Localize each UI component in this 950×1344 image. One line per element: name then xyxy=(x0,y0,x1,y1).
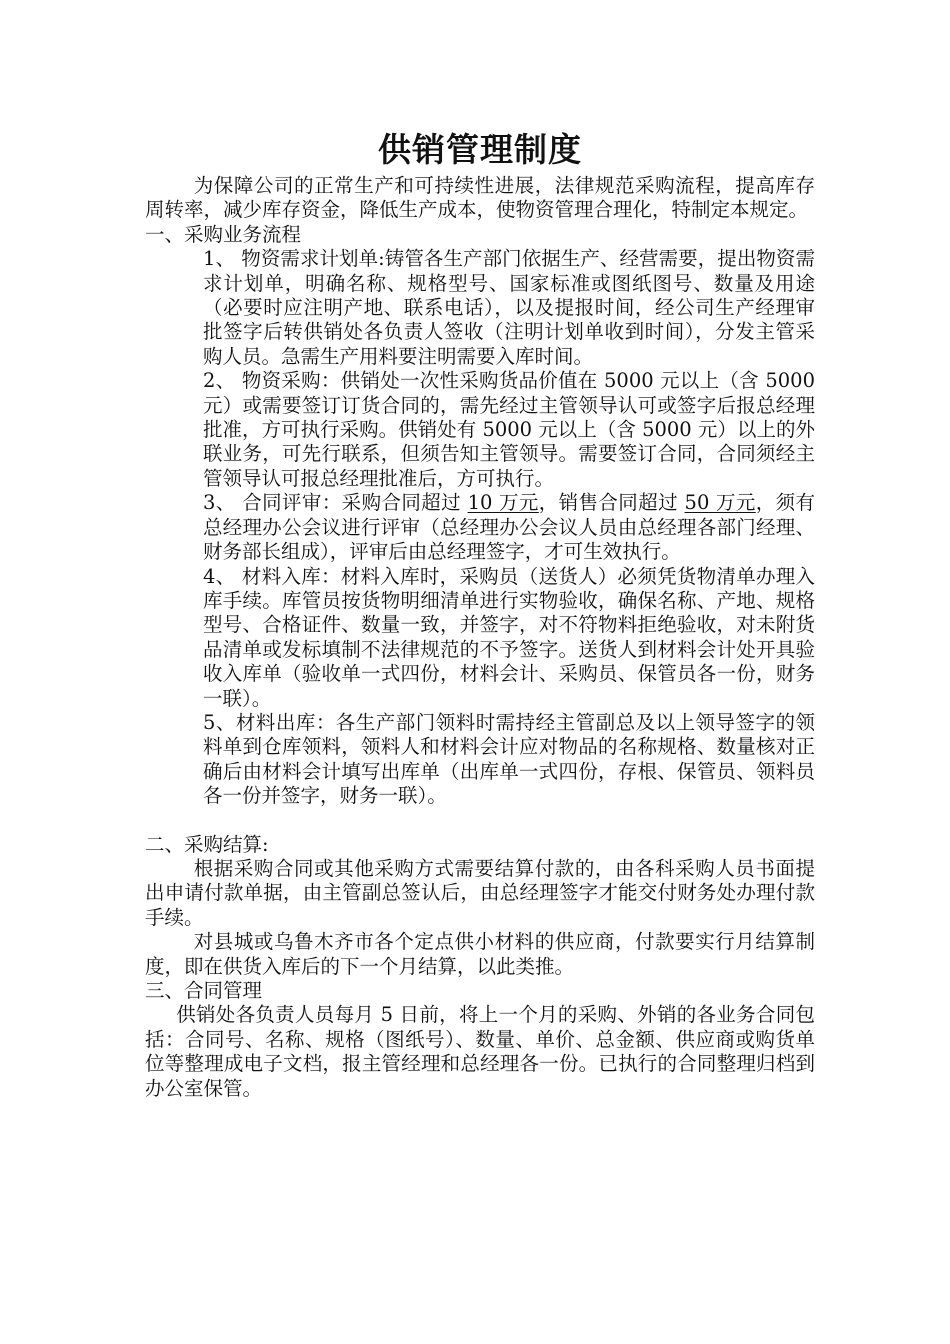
document-title: 供销管理制度 xyxy=(378,130,582,169)
settlement-paragraph-2: 对县城或乌鲁木齐市各个定点供小材料的供应商，付款要实行月结算制度，即在供货入库后的下一个月结算，以此类推。 xyxy=(145,930,815,978)
section-heading-settlement: 二、采购结算: xyxy=(145,832,269,856)
list-item-contract-review xyxy=(203,491,815,564)
contract-review-text-pre: 3、 合同评审：采购合同超过 xyxy=(203,491,468,515)
sales-contract-threshold: 50 万元 xyxy=(684,491,756,515)
list-item-demand-plan: 1、 物资需求计划单:铸管各生产部门依据生产、经营需要，提出物资需求计划单，明确名称、规格型号、国家标准或图纸图号、数量及用途（必要时应注明产地、联系电话），以及提报时间，经公司生产经理审批签字后转供销处各负责人签收（注明计划单收到时间），分发主管采购人员。急需生产用料要注明需要入库时间。 xyxy=(203,247,815,368)
contract-review-text-mid: ，销售合同超过 xyxy=(538,491,685,515)
list-item-outbound: 5、材料出库：各生产部门领料时需持经主管副总及以上领导签字的领料单到仓库领料，领料人和材料会计应对物品的名称规格、数量核对正确后由材料会计填写出库单（出库单一式四份，存根、保管员、领料员各一份并签字，财务一联）。 xyxy=(203,710,815,808)
intro-paragraph: 为保障公司的正常生产和可持续性进展，法律规范采购流程，提高库存周转率，减少库存资金，降低生产成本，使物资管理合理化，特制定本规定。 xyxy=(145,174,815,222)
list-item-warehousing: 4、 材料入库：材料入库时，采购员（送货人）必须凭货物清单办理入库手续。库管员按货物明细清单进行实物验收，确保名称、产地、规格型号、合格证件、数量一致，并签字，对不符物料拒绝验收，对未附货品清单或发标填制不法律规范的不予签字。送货人到材料会计处开具验收入库单（验收单一式四份，材料会计、采购员、保管员各一份，财务一联）。 xyxy=(203,564,815,710)
section-heading-contract-management: 三、合同管理 xyxy=(145,979,263,1002)
purchase-contract-threshold: 10 万元 xyxy=(467,491,539,515)
section-heading-purchase-process: 一、采购业务流程 xyxy=(145,222,302,246)
contract-management-paragraph: 供销处各负责人员每月 5 日前，将上一个月的采购、外销的各业务合同包括：合同号、名称、规格（图纸号）、数量、单价、总金额、供应商或购货单位等整理成电子文档，报主管经理和总经理各一份。已执行的合同整理归档到办公室保管。 xyxy=(145,1003,815,1100)
settlement-paragraph-1: 根据采购合同或其他采购方式需要结算付款的，由各科采购人员书面提出申请付款单据，由主管副总签认后，由总经理签字才能交付财务处办理付款手续。 xyxy=(145,856,815,929)
list-item-procurement: 2、 物资采购：供销处一次性采购货品价值在 5000 元以上（含 5000 元）或需要签订订货合同的，需先经过主管领导认可或签字后报总经理批准，方可执行采购。供销处有 5000 元以上（含 5000 元）以上的外联业务，可先行联系，但须告知主管领导。需要签订合同，合同须经主管领导认可报总经理批准后，方可执行。 xyxy=(203,369,815,490)
document-page xyxy=(145,128,815,1101)
contract-review-text-post: ，须有总经理办公会议进行评审（总经理办公会议人员由总经理各部门经理、财务部长组成），评审后由总经理签字，才可生效执行。 xyxy=(203,491,815,564)
spacer xyxy=(145,809,815,833)
